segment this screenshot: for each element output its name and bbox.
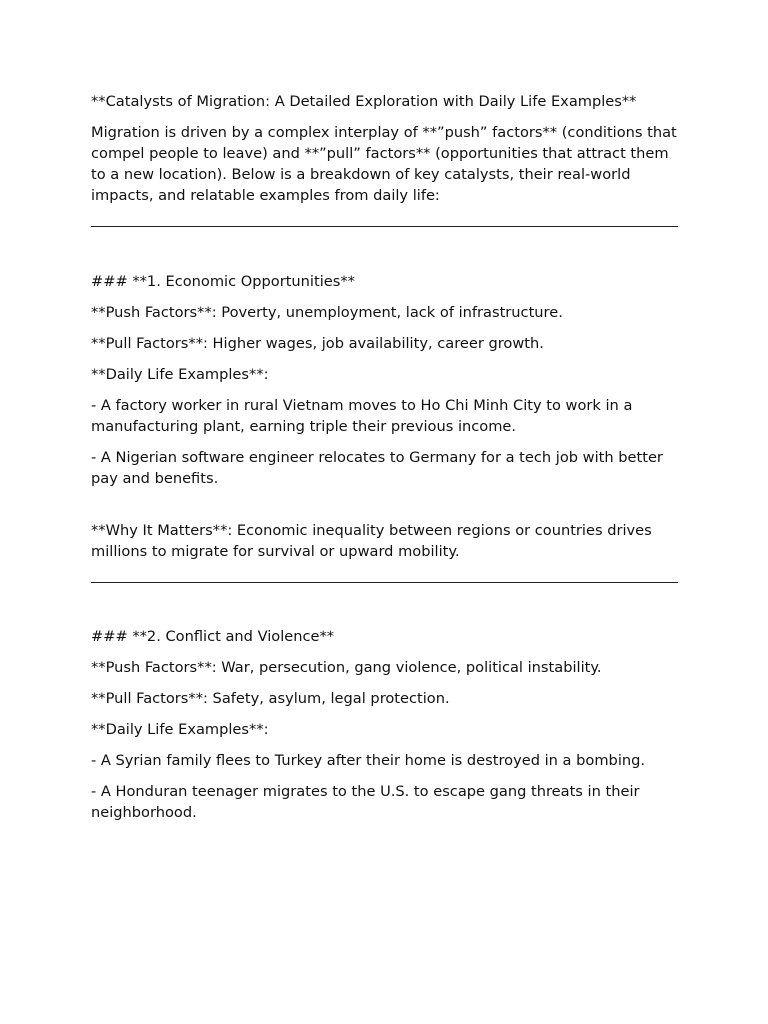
section-heading: ### **1. Economic Opportunities** [91,273,355,290]
blank-line [91,499,681,520]
example-item: - A Nigerian software engineer relocates to Germany for a tech job with better pay and benefits. [91,449,663,487]
push-factors: **Push Factors**: War, persecution, gang violence, political instability. [91,659,602,676]
section-divider [91,226,678,227]
section-conflict-violence [91,626,681,823]
section-heading: ### **2. Conflict and Violence** [91,628,335,645]
pull-factors: **Pull Factors**: Higher wages, job availability, career growth. [91,335,544,352]
push-factors: **Push Factors**: Poverty, unemployment, lack of infrastructure. [91,304,563,321]
examples-label: **Daily Life Examples**: [91,366,269,383]
document-title: **Catalysts of Migration: A Detailed Exploration with Daily Life Examples** [91,93,637,110]
example-item: - A Honduran teenager migrates to the U.S. to escape gang threats in their neighborhood. [91,783,640,821]
intro-paragraph: Migration is driven by a complex interplay of **”push” factors** (conditions that compel people to leave) and **”pull” factors** (opportunities that attract them to a new location). Below is a breakdown of key catalysts, their real-world impacts, and relatable examples from daily life: [91,124,677,204]
section-economic-opportunities [91,271,681,562]
example-item: - A Syrian family flees to Turkey after their home is destroyed in a bombing. [91,752,646,769]
section-divider [91,582,678,583]
pull-factors: **Pull Factors**: Safety, asylum, legal protection. [91,690,450,707]
example-item: - A factory worker in rural Vietnam moves to Ho Chi Minh City to work in a manufacturing plant, earning triple their previous income. [91,397,633,435]
examples-label: **Daily Life Examples**: [91,721,269,738]
why-it-matters: **Why It Matters**: Economic inequality between regions or countries drives millions to migrate for survival or upward mobility. [91,522,652,560]
document-page [91,91,681,833]
